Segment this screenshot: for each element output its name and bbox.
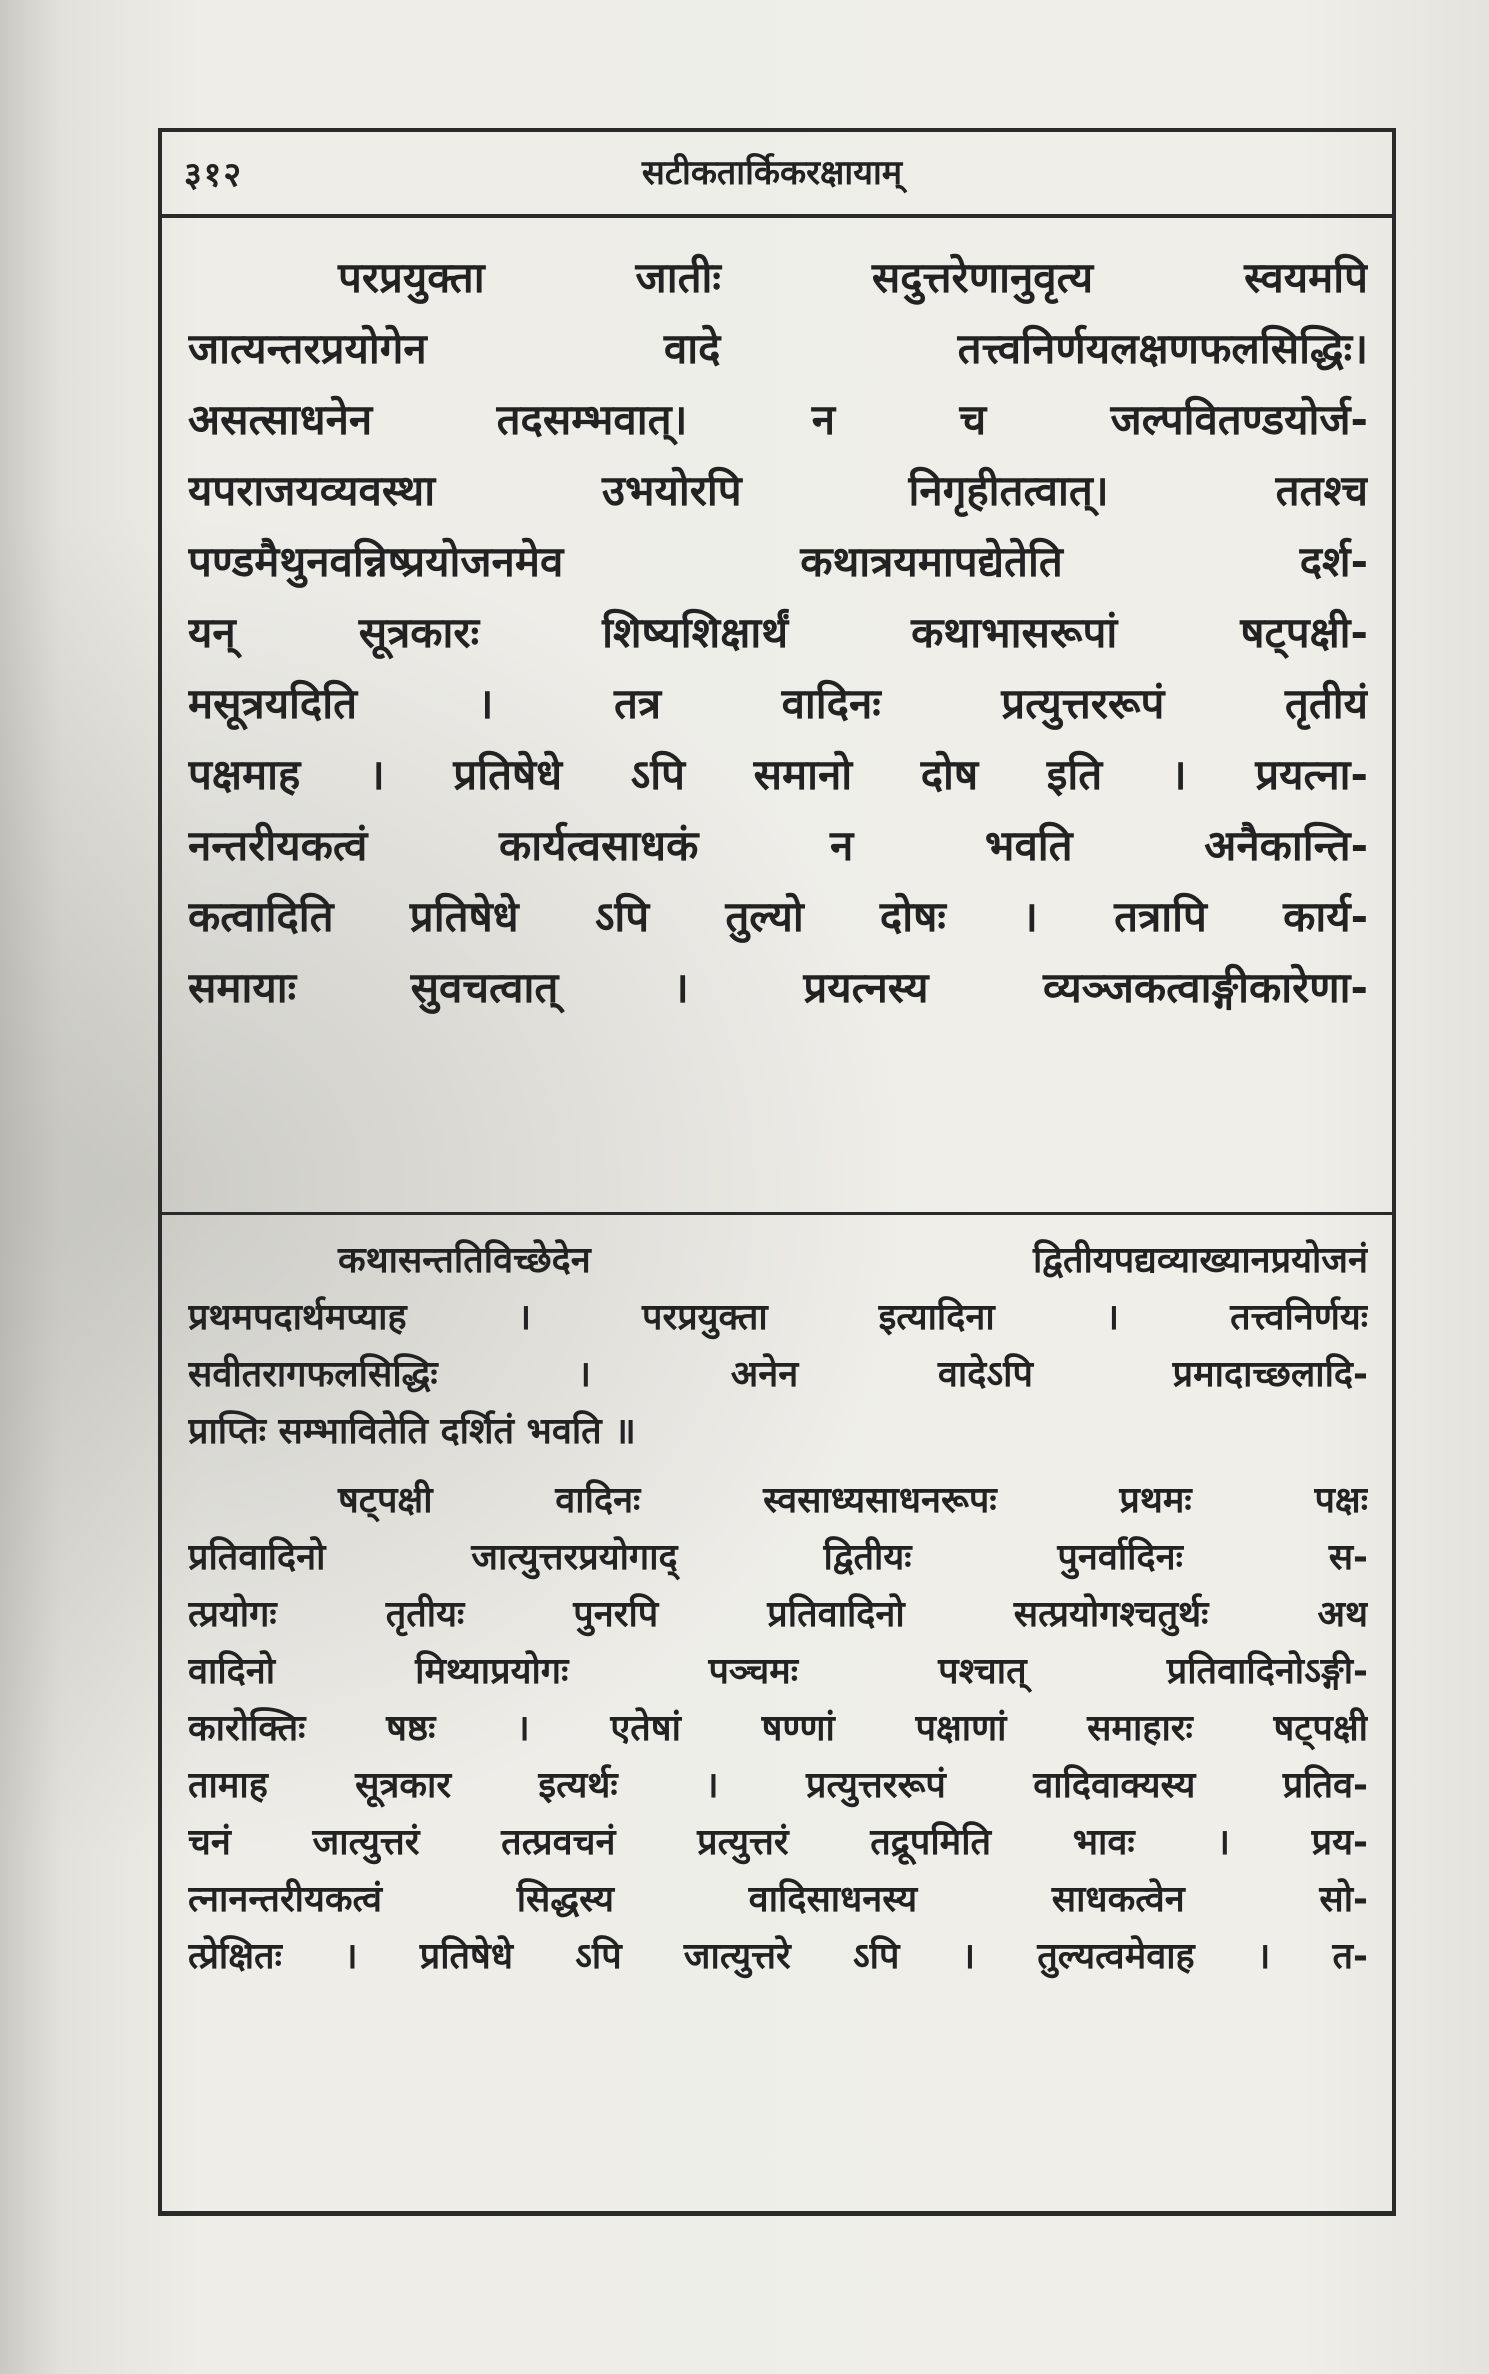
main-text-line: कत्वादिति प्रतिषेधे ऽपि तुल्यो दोषः । तत्रापि कार्य- <box>188 892 1368 941</box>
commentary-line: वादिनो मिथ्याप्रयोगः पञ्चमः पश्चात् प्रतिवादिनोऽङ्गी- <box>188 1651 1368 1692</box>
commentary-line: त्प्रेक्षितः । प्रतिषेधे ऽपि जात्युत्तरे ऽपि । तुल्यत्वमेवाह । त- <box>188 1936 1368 1977</box>
commentary-divider <box>162 1212 1392 1215</box>
commentary-paragraph-1 <box>188 1232 1368 1460</box>
page-frame <box>158 128 1396 2216</box>
main-text-line: यन् सूत्रकारः शिष्यशिक्षार्थं कथाभासरूपां षट्पक्षी- <box>188 608 1368 657</box>
main-text-line: मसूत्रयदिति । तत्र वादिनः प्रत्युत्तररूपं तृतीयं <box>188 679 1368 728</box>
page-number: ३१२ <box>184 155 244 195</box>
main-text-line: जात्यन्तरप्रयोगेन वादे तत्त्वनिर्णयलक्षणफलसिद्धिः। <box>188 324 1368 373</box>
commentary-line: त्प्रयोगः तृतीयः पुनरपि प्रतिवादिनो सत्प्रयोगश्चतुर्थः अथ <box>188 1594 1368 1635</box>
commentary-line: प्राप्तिः सम्भावितेति दर्शितं भवति ॥ <box>188 1411 636 1452</box>
main-text-line: परप्रयुक्ता जातीः सदुत्तरेणानुवृत्य स्वयमपि <box>338 253 1368 302</box>
main-text-line: यपराजयव्यवस्था उभयोरपि निगृहीतत्वात्। ततश्च <box>188 466 1368 515</box>
main-text-line: असत्साधनेन तदसम्भवात्। न च जल्पवितण्डयोर्ज- <box>188 395 1368 444</box>
commentary-line: चनं जात्युत्तरं तत्प्रवचनं प्रत्युत्तरं तद्रूपमिति भावः । प्रय- <box>188 1822 1368 1863</box>
commentary-line: कारोक्तिः षष्ठः । एतेषां षण्णां पक्षाणां समाहारः षट्पक्षी <box>188 1708 1368 1749</box>
commentary-line: कथासन्ततिविच्छेदेन द्वितीयपद्यव्याख्यानप्रयोजनं <box>338 1240 1368 1281</box>
main-text-line: नन्तरीयकत्वं कार्यत्वसाधकं न भवति अनैकान्ति- <box>188 821 1368 870</box>
running-title: सटीकतार्किकरक्षायाम् <box>641 153 903 193</box>
commentary-paragraph-2 <box>188 1472 1368 1985</box>
main-text-line: पक्षमाह । प्रतिषेधे ऽपि समानो दोष इति । प्रयत्ना- <box>188 750 1368 799</box>
commentary-line: त्नानन्तरीयकत्वं सिद्धस्य वादिसाधनस्य साधकत्वेन सो- <box>188 1879 1368 1920</box>
page-header <box>162 132 1392 218</box>
commentary-line: प्रतिवादिनो जात्युत्तरप्रयोगाद् द्वितीयः पुनर्वादिनः स- <box>188 1537 1368 1578</box>
commentary-line: सवीतरागफलसिद्धिः । अनेन वादेऽपि प्रमादाच्छलादि- <box>188 1354 1368 1395</box>
commentary-line: षट्पक्षी वादिनः स्वसाध्यसाधनरूपः प्रथमः पक्षः <box>338 1480 1368 1521</box>
main-text-block <box>188 242 1368 1023</box>
commentary-line: प्रथमपदार्थमप्याह । परप्रयुक्ता इत्यादिना । तत्त्वनिर्णयः <box>188 1297 1368 1338</box>
commentary-line: तामाह सूत्रकार इत्यर्थः । प्रत्युत्तररूपं वादिवाक्यस्य प्रतिव- <box>188 1765 1368 1806</box>
main-text-line: पण्डमैथुनवन्निष्प्रयोजनमेव कथात्रयमापद्येतेति दर्श- <box>188 537 1368 586</box>
main-text-line: समायाः सुवचत्वात् । प्रयत्नस्य व्यञ्जकत्वाङ्गीकारेणा- <box>188 963 1368 1012</box>
